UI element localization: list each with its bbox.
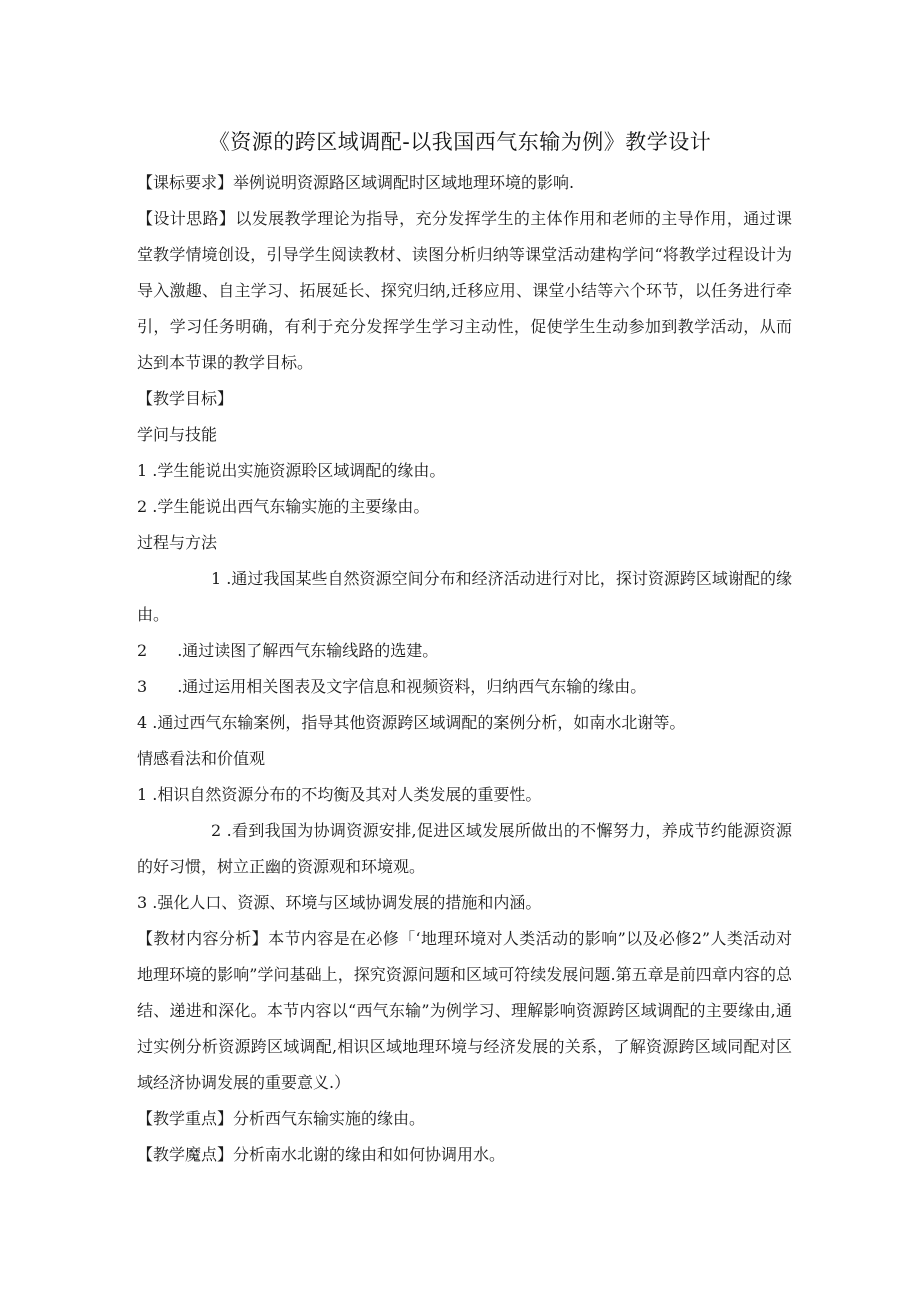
list-item xyxy=(137,813,792,885)
list-item xyxy=(137,705,792,741)
item-number: 2 xyxy=(137,641,148,660)
design-paragraph xyxy=(137,201,792,381)
item-text: .通过我国某些自然资源空间分布和经济活动进行对比，探讨资源跨区域谢配的缘由。 xyxy=(137,569,792,624)
key-point-paragraph xyxy=(137,1101,792,1137)
curriculum-text: 举例说明资源路区域调配时区域地理环境的影响. xyxy=(233,173,575,192)
item-number: 3 xyxy=(137,893,148,912)
list-item xyxy=(137,633,792,669)
curriculum-paragraph xyxy=(137,165,792,201)
item-number: 2 xyxy=(211,821,222,840)
list-item xyxy=(137,453,792,489)
item-number: 3 xyxy=(137,677,148,696)
analysis-label: 【教材内容分析】 xyxy=(137,929,269,948)
item-text: .相识自然资源分布的不均衡及其对人类发展的重要性。 xyxy=(152,785,542,804)
difficult-point-paragraph xyxy=(137,1137,792,1173)
design-text: 以发展教学理论为指导，充分发挥学生的主体作用和老师的主导作用，通过课堂教学情境创设，引导学生阅读教材、读图分析归纳等课堂活动建构学问“将教学过程设计为导入激趣、自主学习、拓展延长、探究归纳,迁移应用、课堂小结等六个环节，以任务进行牵引，学习任务明确，有利于充分发挥学生学习主动性，促使学生生动参加到教学活动，从而达到本节课的教学目标。 xyxy=(137,209,792,372)
difficult-point-text: 分析南水北谢的缘由和如何协调用水。 xyxy=(233,1145,506,1164)
item-number: 1 xyxy=(137,461,148,480)
curriculum-label: 【课标要求】 xyxy=(137,173,234,192)
document-title: 《资源的跨区域调配-以我国西气东输为例》教学设计 xyxy=(208,130,712,154)
list-item xyxy=(137,669,792,705)
analysis-text: 本节内容是在必修「‘地理环境对人类活动的影响”以及必修2”人类活动对地理环境的影响”学问基础上，探究资源问题和区域可符续发展问题.第五章是前四章内容的总结、递进和深化。本节内容以“西气东输”为例学习、理解影响资源跨区域调配的主要缘由,通过实例分析资源跨区域调配,相识区域地理环境与经济发展的关系，了解资源跨区域同配对区域经济协调发展的重要意义.） xyxy=(137,929,792,1092)
item-text: .通过运用相关图表及文字信息和视频资料，归纳西气东输的缘由。 xyxy=(177,677,647,696)
item-text: .学生能说出西气东输实施的主要缘由。 xyxy=(152,497,430,516)
list-item xyxy=(137,489,792,525)
item-number: 1 xyxy=(211,569,222,588)
key-point-label: 【教学重点】 xyxy=(137,1109,234,1128)
list-item xyxy=(137,885,792,921)
item-number: 2 xyxy=(137,497,148,516)
analysis-paragraph xyxy=(137,921,792,1101)
knowledge-heading: 学问与技能 xyxy=(137,425,218,444)
goals-heading xyxy=(137,381,792,417)
design-label: 【设计思路】 xyxy=(137,209,236,228)
key-point-text: 分析西气东输实施的缘由。 xyxy=(233,1109,426,1128)
list-item xyxy=(137,777,792,813)
item-text: .通过西气东输案例，指导其他资源跨区域调配的案例分析，如南水北谢等。 xyxy=(152,713,686,732)
item-number: 4 xyxy=(137,713,148,732)
goals-label: 【教学目标】 xyxy=(137,389,234,408)
item-text: .通过读图了解西气东输线路的选建。 xyxy=(177,641,439,660)
item-number: 1 xyxy=(137,785,148,804)
process-heading: 过程与方法 xyxy=(137,533,218,552)
attitude-heading: 情感看法和价值观 xyxy=(137,749,266,768)
item-text: .强化人口、资源、环境与区域协调发展的措施和内涵。 xyxy=(152,893,542,912)
item-text: .学生能说出实施资源聆区域调配的缘由。 xyxy=(152,461,446,480)
document-body xyxy=(137,165,792,1173)
list-item xyxy=(137,561,792,633)
item-text: .看到我国为协调资源安排,促进区域发展所做出的不懈努力，养成节约能源资源的好习惯，树立正幽的资源观和环境观。 xyxy=(137,821,792,876)
difficult-point-label: 【教学魔点】 xyxy=(137,1145,234,1164)
